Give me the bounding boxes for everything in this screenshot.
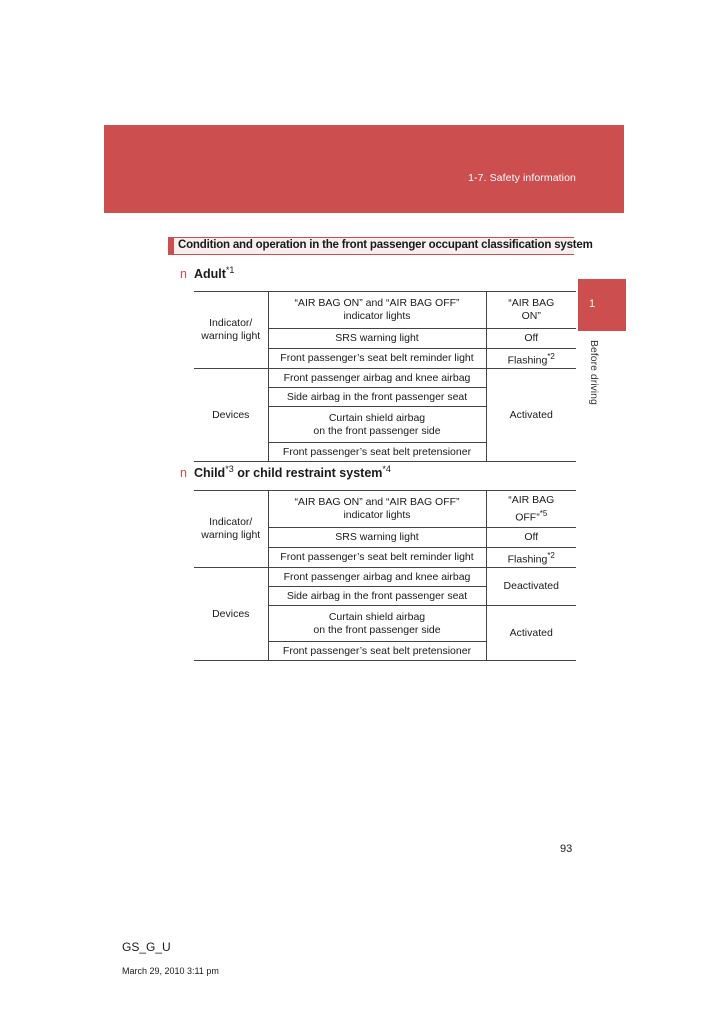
devices-label-cell: Devices (194, 369, 268, 462)
srs-light-cell: SRS warning light (268, 329, 486, 349)
table-row (194, 292, 576, 329)
table-row (194, 369, 576, 388)
device-cell: Side airbag in the front passenger seat (268, 388, 486, 407)
device-cell: Front passenger’s seat belt pretensioner (268, 642, 486, 661)
child-table (194, 490, 576, 661)
page-number: 93 (560, 843, 573, 855)
section-title-bar (168, 237, 593, 255)
device-cell: Side airbag in the front passenger seat (268, 587, 486, 606)
devices-label-cell: Devices (194, 568, 268, 661)
table-row (194, 491, 576, 528)
footer-date: March 29, 2010 3:11 pm (122, 966, 219, 976)
chapter-label: Before driving (588, 340, 600, 405)
adult-footnote-ref: *1 (225, 265, 235, 275)
child-label: Child (193, 466, 226, 481)
indicator-lights-status: “AIR BAG ON” (486, 292, 576, 329)
indicator-lights-cell: “AIR BAG ON” and “AIR BAG OFF” indicator lights (268, 292, 486, 329)
srs-light-cell: SRS warning light (268, 528, 486, 548)
indicator-lights-cell: “AIR BAG ON” and “AIR BAG OFF” indicator lights (268, 491, 486, 528)
bullet-icon: n (180, 466, 187, 481)
device-cell: Front passenger airbag and knee airbag (268, 568, 486, 587)
indicator-label-cell: Indicator/ warning light (194, 292, 268, 369)
device-cell: Curtain shield airbag on the front passenger side (268, 606, 486, 642)
devices-status-activated: Activated (486, 606, 576, 661)
child-heading: n Child$^{*3}$ or child restraint system$^{*4}$ (180, 464, 391, 481)
footer-code: GS_G_U (122, 940, 171, 954)
belt-reminder-status: Flashing$^{*2}$ (486, 349, 576, 369)
device-cell: Front passenger’s seat belt pretensioner (268, 443, 486, 462)
chapter-number: 1 (589, 298, 596, 310)
belt-reminder-cell: Front passenger’s seat belt reminder light (268, 349, 486, 369)
section-title: Condition and operation in the front passenger occupant classification system (178, 239, 593, 251)
device-cell: Curtain shield airbag on the front passenger side (268, 407, 486, 443)
devices-status: Activated (486, 369, 576, 462)
srs-light-status: Off (486, 329, 576, 349)
chapter-tab (578, 279, 626, 331)
srs-light-status: Off (486, 528, 576, 548)
bullet-icon: n (180, 267, 187, 282)
title-marker (168, 238, 174, 254)
devices-status-deactivated: Deactivated (486, 568, 576, 606)
adult-label: Adult (193, 267, 226, 282)
belt-reminder-status: Flashing$^{*2}$ (486, 548, 576, 568)
table-row (194, 568, 576, 587)
header-band (104, 125, 624, 213)
device-cell: Front passenger airbag and knee airbag (268, 369, 486, 388)
adult-table (194, 291, 576, 462)
indicator-lights-status: “AIR BAG OFF”$^{*5}$ (486, 491, 576, 528)
belt-reminder-cell: Front passenger’s seat belt reminder light (268, 548, 486, 568)
section-label: 1-7. Safety information (468, 172, 576, 184)
adult-heading (180, 265, 234, 281)
indicator-label-cell: Indicator/ warning light (194, 491, 268, 568)
